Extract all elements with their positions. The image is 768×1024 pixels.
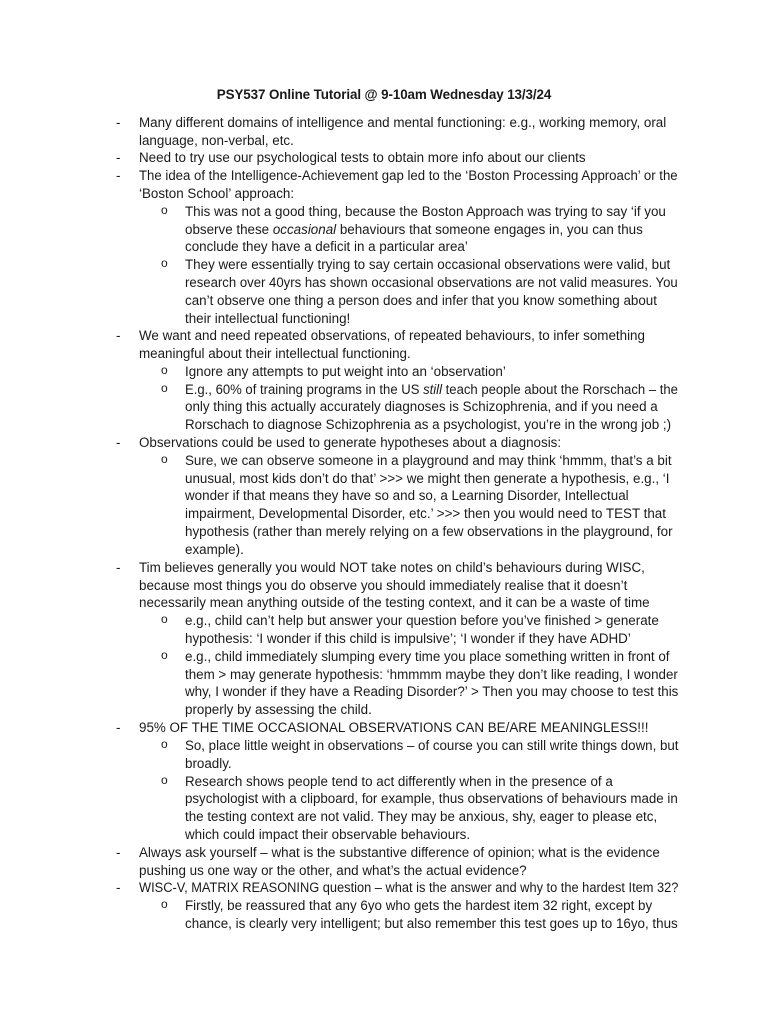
circle-bullet: o [161, 773, 168, 787]
line-text: Need to try use our psychological tests to obtain more info about our clients [139, 150, 586, 165]
line-text: chance, is clearly very intelligent; but also remember this test goes up to 16yo, thus [185, 916, 678, 931]
note-line [0, 417, 768, 435]
line-text: meaningful about their intellectual functioning. [139, 346, 411, 361]
line-text: hypothesis: ‘I wonder if this child is impulsive’; ‘I wonder if they have ADHD’ [185, 631, 631, 646]
line-text: hypothesis (rather than merely relying on a few observations in the playground, for [185, 524, 673, 539]
dash-bullet: - [116, 720, 121, 735]
note-line [0, 222, 768, 240]
italic-word: still [423, 382, 443, 397]
line-text: why, I wonder if they have a Reading Disorder?’ > Then you may choose to test this [185, 684, 679, 699]
note-line [0, 364, 768, 382]
line-text: can’t observe one thing a person does and infer that you know something about [185, 293, 657, 308]
circle-bullet: o [161, 897, 168, 911]
line-text: unusual, most kids don’t do that’ >>> we might then generate a hypothesis, e.g., ‘I [185, 471, 670, 486]
italic-word: occasional [272, 222, 337, 237]
line-text: Research shows people tend to act differently when in the presence of a [185, 774, 613, 789]
note-line [0, 186, 768, 204]
line-text: Rorschach to diagnose Schizophrenia as a psychologist, you’re in the wrong job ;) [185, 417, 672, 432]
circle-bullet: o [161, 648, 168, 662]
note-line [0, 667, 768, 685]
line-text-part: behaviours that someone engages in, you can thus [336, 222, 643, 237]
dash-bullet: - [116, 115, 121, 130]
note-line [0, 631, 768, 649]
note-line [0, 346, 768, 364]
line-text: Observations could be used to generate hypotheses about a diagnosis: [139, 435, 562, 450]
line-text: because most things you do observe you should immediately realise that it doesn’t [139, 578, 628, 593]
note-line [0, 791, 768, 809]
line-text-part: observe these [185, 222, 273, 237]
line-text: broadly. [185, 756, 232, 771]
note-line [0, 133, 768, 151]
line-text: conclude they have a deficit in a particular area’ [185, 239, 468, 254]
note-line [0, 560, 768, 578]
line-text: Firstly, be reassured that any 6yo who gets the hardest item 32 right, except by [185, 898, 653, 913]
page-title: PSY537 Online Tutorial @ 9-10am Wednesday 13/3/24 [216, 87, 552, 102]
line-text [185, 222, 643, 237]
note-line [0, 311, 768, 329]
dash-bullet: - [116, 150, 121, 165]
note-line [0, 898, 768, 916]
note-line [0, 471, 768, 489]
note-line [0, 435, 768, 453]
dash-bullet: - [116, 560, 121, 575]
note-line [0, 684, 768, 702]
line-text: necessarily mean anything outside of the testing context, and it can be a waste of time [139, 595, 650, 610]
line-text: They were essentially trying to say certain occasional observations were valid, but [185, 257, 671, 272]
note-line [0, 506, 768, 524]
circle-bullet: o [161, 381, 168, 395]
line-text: psychologist with a clipboard, for example, thus observations of behaviours made in [185, 791, 678, 806]
line-text: impairment, Developmental Disorder, etc.’ >>> then you would need to TEST that [185, 506, 666, 521]
line-text-part: E.g., 60% of training programs in the US [185, 382, 424, 397]
note-line [0, 756, 768, 774]
line-text: We want and need repeated observations, of repeated behaviours, to infer something [139, 328, 645, 343]
note-line [0, 524, 768, 542]
note-line [0, 542, 768, 560]
note-line [0, 257, 768, 275]
line-text: their intellectual functioning! [185, 311, 351, 326]
line-text: e.g., child immediately slumping every time you place something written in front of [185, 649, 670, 664]
note-line [0, 293, 768, 311]
note-line [0, 382, 768, 400]
note-line [0, 168, 768, 186]
note-line [0, 827, 768, 845]
note-line [0, 845, 768, 863]
note-line [0, 863, 768, 881]
circle-bullet: o [161, 452, 168, 466]
circle-bullet: o [161, 737, 168, 751]
line-text: example). [185, 542, 244, 557]
line-text: them > may generate hypothesis: ‘hmmmm maybe they don’t like reading, I wonder [185, 667, 678, 682]
dash-bullet: - [116, 168, 121, 183]
line-text [185, 382, 678, 397]
line-text: Always ask yourself – what is the substantive difference of opinion; what is the evidence [139, 845, 660, 860]
note-line [0, 613, 768, 631]
note-line [0, 916, 768, 934]
line-text-part: teach people about the Rorschach – the [442, 382, 678, 397]
line-text: pushing us one way or the other, and what’s the actual evidence? [139, 863, 527, 878]
line-text: Tim believes generally you would NOT take notes on child’s behaviours during WISC, [139, 560, 645, 575]
note-line [0, 649, 768, 667]
line-text: only thing this actually accurately diagnoses is Schizophrenia, and if you need a [185, 399, 658, 414]
dash-bullet: - [116, 435, 121, 450]
line-text: The idea of the Intelligence-Achievement gap led to the ‘Boston Processing Approach’ or the [139, 168, 678, 183]
note-line [0, 809, 768, 827]
note-line [0, 774, 768, 792]
circle-bullet: o [161, 363, 168, 377]
circle-bullet: o [161, 256, 168, 270]
note-line [0, 150, 768, 168]
note-line [0, 115, 768, 133]
note-line [0, 880, 768, 898]
line-text: ‘Boston School’ approach: [139, 186, 295, 201]
note-line [0, 453, 768, 471]
circle-bullet: o [161, 203, 168, 217]
line-text: the testing context are not valid. They may be anxious, shy, eager to please etc, [185, 809, 658, 824]
line-text: Sure, we can observe someone in a playground and may think ‘hmmm, that’s a bit [185, 453, 672, 468]
line-text: properly by assessing the child. [185, 702, 372, 717]
dash-bullet: - [116, 328, 121, 343]
line-text: WISC-V, MATRIX REASONING question – what is the answer and why to the hardest Item 32? [139, 880, 679, 895]
note-line [0, 204, 768, 222]
line-text: which could impact their observable behaviours. [185, 827, 471, 842]
line-text: So, place little weight in observations – of course you can still write things down, but [185, 738, 679, 753]
circle-bullet: o [161, 612, 168, 626]
note-line [0, 488, 768, 506]
line-text: Many different domains of intelligence and mental functioning: e.g., working memory, oral [139, 115, 667, 130]
line-text: 95% OF THE TIME OCCASIONAL OBSERVATIONS CAN BE/ARE MEANINGLESS!!! [139, 720, 649, 735]
line-text: e.g., child can’t help but answer your question before you’ve finished > generate [185, 613, 659, 628]
note-line [0, 720, 768, 738]
dash-bullet: - [116, 845, 121, 860]
note-line [0, 595, 768, 613]
dash-bullet: - [116, 880, 121, 895]
note-line [0, 702, 768, 720]
line-text: wonder if that means they have so and so, a Learning Disorder, Intellectual [185, 488, 629, 503]
note-line [0, 578, 768, 596]
line-text: Ignore any attempts to put weight into an ‘observation’ [185, 364, 506, 379]
line-text: language, non-verbal, etc. [139, 133, 294, 148]
note-line [0, 328, 768, 346]
line-text: This was not a good thing, because the Boston Approach was trying to say ‘if you [185, 204, 666, 219]
note-line [0, 399, 768, 417]
line-text: research over 40yrs has shown occasional observations are not valid measures. You [185, 275, 678, 290]
note-line [0, 275, 768, 293]
note-line [0, 738, 768, 756]
note-line [0, 239, 768, 257]
